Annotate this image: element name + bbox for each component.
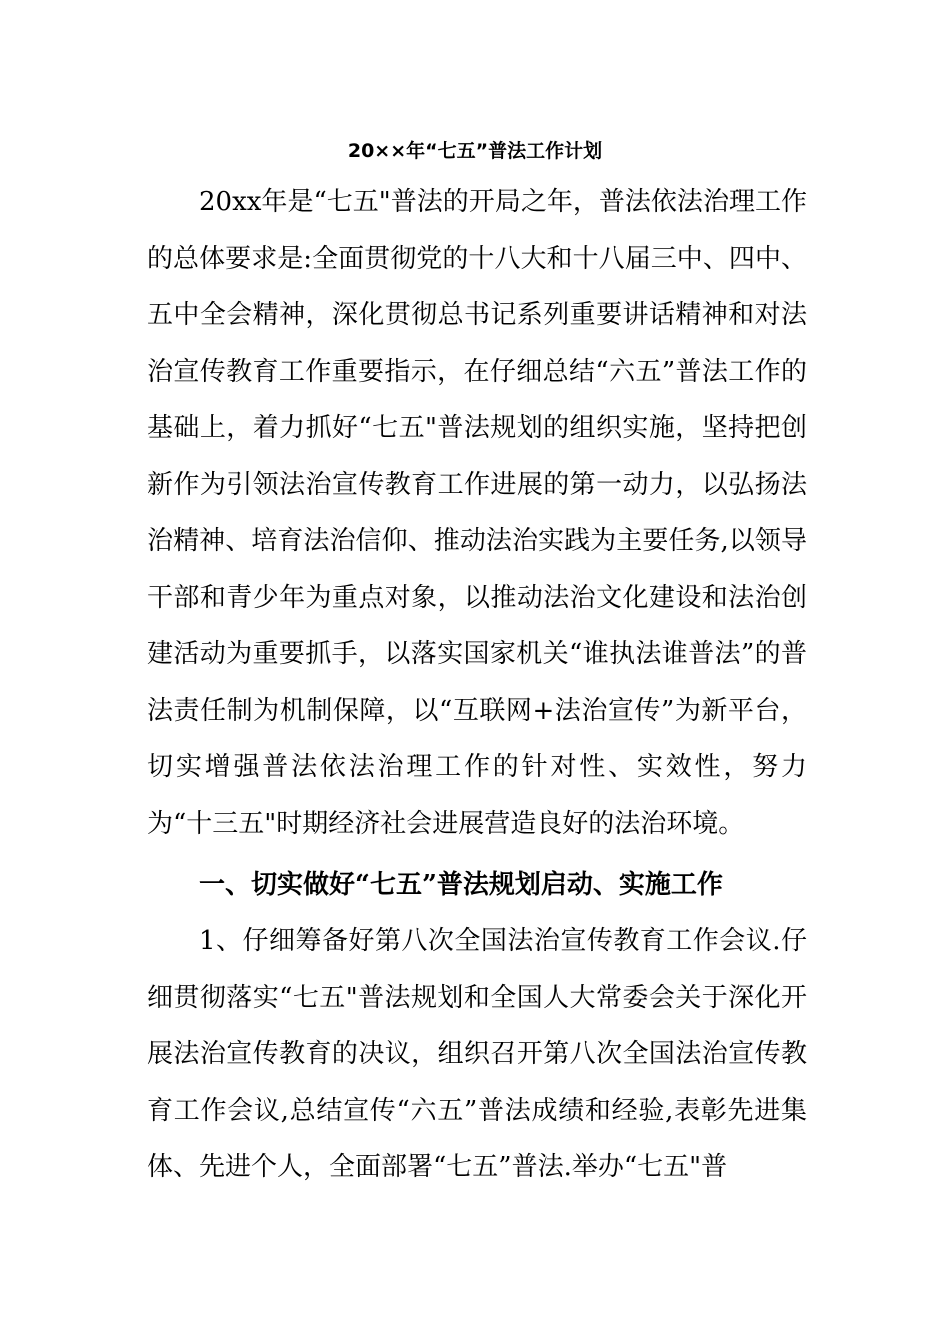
body-paragraph: 1、仔细筹备好第八次全国法治宣传教育工作会议.仔细贯彻落实“七五"普法规划和全国人大常委会关于深化开展法治宣传教育的决议，组织召开第八次全国法治宣传教育工作会议,总结宣传“六五”普法成绩和经验,表彰先进集体、先进个人，全面部署“七五”普法.举办“七五"普: [147, 926, 807, 1182]
document-title: 20××年“七五”普法工作计划: [347, 140, 603, 162]
section-heading: 一、切实做好“七五”普法规划启动、实施工作: [199, 870, 723, 900]
intro-paragraph: 20xx年是“七五"普法的开局之年，普法依法治理工作的总体要求是:全面贯彻党的十八大和十八届三中、四中、五中全会精神，深化贯彻总书记系列重要讲话精神和对法治宣传教育工作重要指示，在仔细总结“六五”普法工作的基础上，着力抓好“七五"普法规划的组织实施，坚持把创新作为引领法治宣传教育工作进展的第一动力，以弘扬法治精神、培育法治信仰、推动法治实践为主要任务,以领导干部和青少年为重点对象，以推动法治文化建设和法治创建活动为重要抓手，以落实国家机关“谁执法谁普法”的普法责任制为机制保障，以“互联网+法治宣传”为新平台，切实增强普法依法治理工作的针对性、实效性，努力为“十三五"时期经济社会进展营造良好的法治环境。: [147, 187, 807, 839]
